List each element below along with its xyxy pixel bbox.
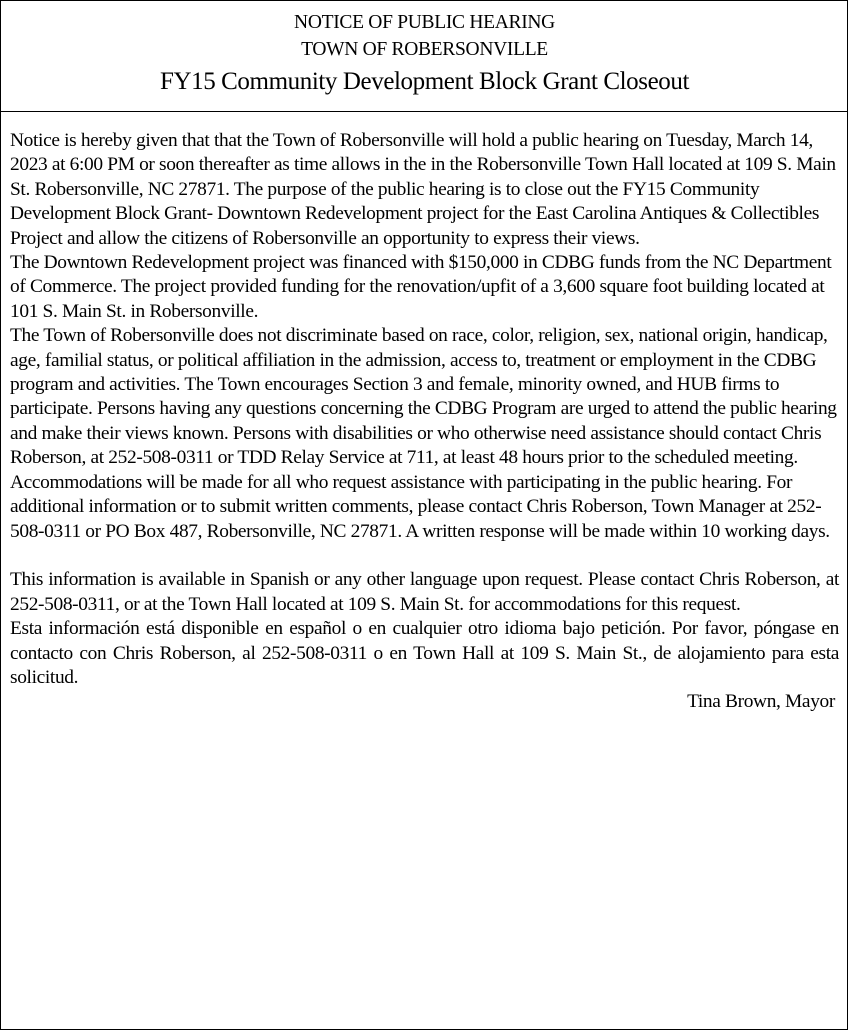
nondiscrimination-paragraph: The Town of Robersonville does not discriminate based on race, color, religion, sex, national origin, handicap, age, familial status, or political affiliation in the admission, access to, treatment or employment in the CDBG program and activities. The Town encourages Section 3 and female, minority owned, and HUB firms to participate. Persons having any questions concerning the CDBG Program are urged to attend the public hearing and make their views known. Persons with disabilities or who otherwise need assistance should contact Chris Roberson, at 252-508-0311 or TDD Relay Service at 711, at least 48 hours prior to the scheduled meeting. Accommodations will be made for all who request assistance with participating in the public hearing. For additional information or to submit written comments, please contact Chris Roberson, Town Manager at 252-508-0311 or PO Box 487, Robersonville, NC 27871. A written response will be made within 10 working days. <box>10 325 837 542</box>
mayor-signature: Tina Brown, Mayor <box>687 691 835 713</box>
hearing-paragraph: Notice is hereby given that that the Town of Robersonville will hold a public hearing on Tuesday, March 14, 2023 at 6:00 PM or soon thereafter as time allows in the in the Robersonville Town Hall located at 109 S. Main St. Robersonville, NC 27871. The purpose of the public hearing is to close out the FY15 Community Development Block Grant- Downtown Redevelopment project for the East Carolina Antiques & Collectibles Project and allow the citizens of Robersonville an opportunity to express their views. <box>10 130 836 249</box>
town-heading: TOWN OF ROBERSONVILLE <box>301 39 548 60</box>
header-divider <box>1 111 847 112</box>
notice-heading: NOTICE OF PUBLIC HEARING <box>294 12 555 33</box>
project-paragraph: The Downtown Redevelopment project was financed with $150,000 in CDBG funds from the NC Department of Commerce. The project provided funding for the renovation/upfit of a 3,600 square foot building located at 101 S. Main St. in Robersonville. <box>10 252 832 322</box>
language-paragraph-spanish: Esta información está disponible en español o en cualquier otro idioma bajo petición. Por favor, póngase en contacto con Chris Roberson, al 252-508-0311 o en Town Hall at 109 S. Main St., de alojamiento para esta solicitud. <box>10 618 839 688</box>
notice-body <box>10 129 839 715</box>
paragraph-gap <box>10 544 839 568</box>
notice-title: FY15 Community Development Block Grant Closeout <box>159 68 690 95</box>
language-paragraph-english: This information is available in Spanish or any other language upon request. Please contact Chris Roberson, at 252-508-0311, or at the Town Hall located at 109 S. Main St. for accommodations for this request. <box>10 569 839 615</box>
